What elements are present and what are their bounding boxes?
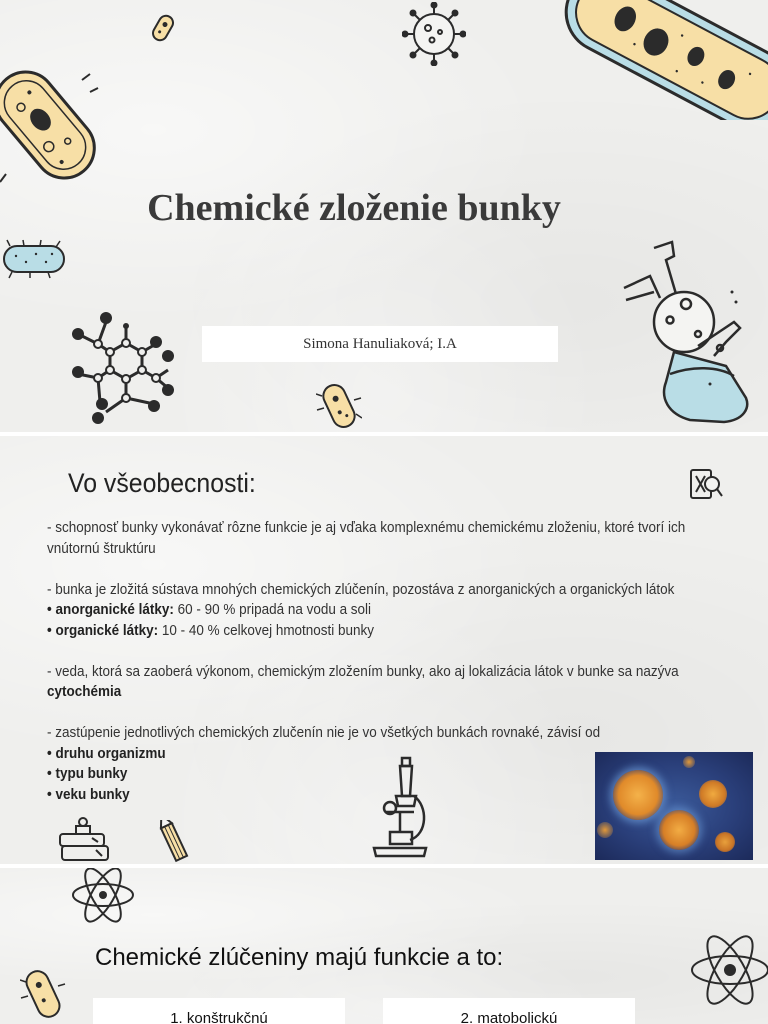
author-name: Simona Hanuliaková; I.A [303,336,457,352]
slide-title-text: Chemické zloženie bunky [147,187,561,229]
paragraph-line: - bunka je zložitá sústava mnohých chemických zlúčenín, pozostáva z anorganických a organických látok [47,581,675,598]
slide-functions [0,868,768,1024]
section-heading: Vo všeobecnosti: [68,468,256,498]
atom-icon [688,928,768,1012]
author-box [202,326,558,362]
slide-title [0,0,768,432]
function-card [93,998,345,1024]
term-description: 10 - 40 % celkovej hmotnosti bunky [158,622,375,639]
virus-icon [402,2,466,66]
function-card-label: 1. konštrukčnú [170,1010,268,1024]
list-item-text: • typu bunky [47,766,128,782]
bacterium-icon [548,0,768,120]
molecule-icon [70,308,178,426]
paragraph-line: - schopnosť bunky vykonávať rôzne funkcie je aj vďaka komplexnému chemickému zloženiu, ktoré tvorí ich [47,520,686,536]
term: • anorganické látky: [47,602,174,618]
term-description: 60 - 90 % pripadá na vodu a soli [173,602,372,618]
term: • organické látky: [47,622,159,639]
function-card-label: 2. matobolickú [460,1010,558,1024]
pencil-icon [152,820,196,864]
microscope-icon [370,756,430,860]
flask-icon [614,238,754,432]
list-item-text: • druhu organizmu [47,745,166,762]
bacterium-icon [316,378,362,432]
book-magnifier-icon [688,466,724,502]
bacterium-icon [148,12,178,44]
list-item [47,621,735,642]
bacterium-icon [20,964,66,1024]
term: cytochémia [47,684,122,700]
paragraph-line: - veda, ktorá sa zaoberá výkonom, chemickým zložením bunky, ako aj lokalizácia látok v bunke sa nazýva [47,663,679,680]
function-card [383,998,635,1024]
list-item-text: • veku bunky [47,786,130,803]
section-heading: Chemické zlúčeniny majú funkcie a to: [95,944,504,971]
cells-photo [595,752,753,860]
atom-icon [70,868,136,928]
bacterium-icon [0,238,70,280]
paragraph-line: - zastúpenie jednotlivých chemických zlučenín nie je vo všetkých bunkách rovnaké, závisí od [47,725,601,741]
slide-overview [0,436,768,864]
list-item [47,600,735,621]
books-icon [56,816,112,864]
paragraph-line [47,682,735,703]
paragraph-line: vnútornú štruktúru [47,540,156,557]
bacterium-icon [0,60,100,190]
